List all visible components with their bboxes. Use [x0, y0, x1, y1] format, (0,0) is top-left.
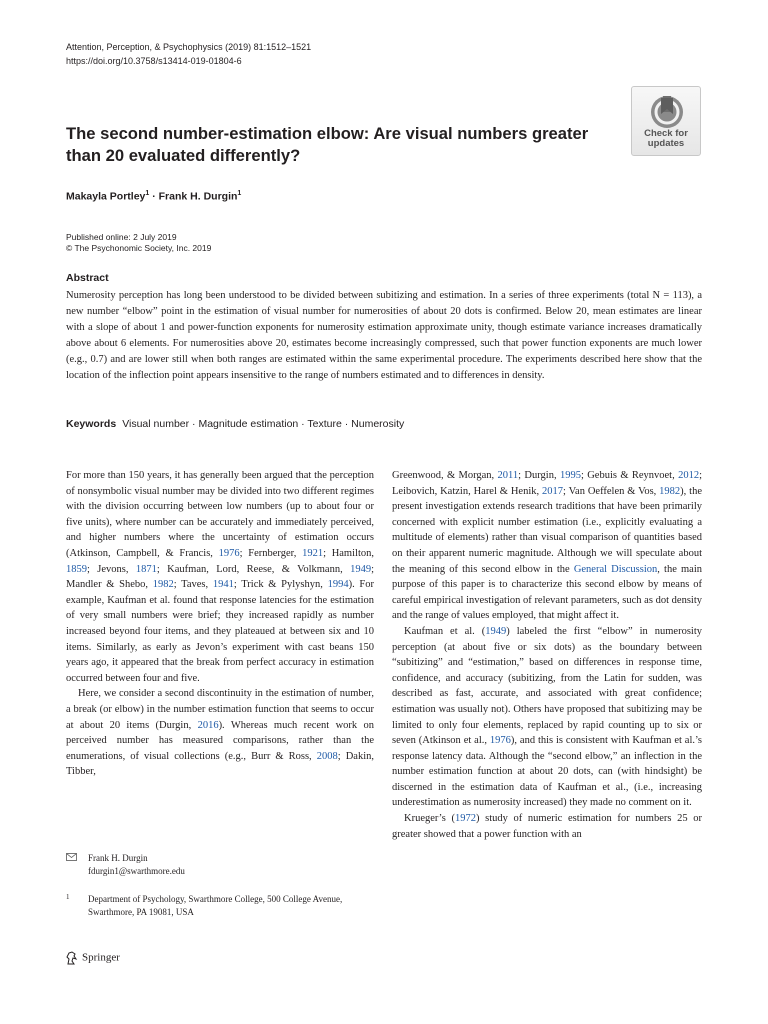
affiliation-number: 1 — [66, 893, 70, 901]
journal-reference: Attention, Perception, & Psychophysics (2019) 81:1512–1521 — [66, 42, 312, 52]
author-separator: · — [149, 190, 159, 203]
copyright-icon: © — [66, 243, 73, 253]
citation-link[interactable]: 1976 — [218, 547, 240, 559]
author-affiliation-mark[interactable]: 1 — [145, 190, 150, 197]
citation-link[interactable]: 1994 — [327, 579, 349, 591]
keywords-text: Visual number · Magnitude estimation · Texture · Numerosity — [122, 418, 405, 430]
corresponding-author-name: Frank H. Durgin — [88, 853, 148, 863]
citation-link[interactable]: 1976 — [489, 735, 511, 747]
publisher-logo — [66, 951, 120, 965]
body-paragraph: Krueger’s (1972) study of numeric estimation for numbers 25 or greater showed that a power function with an — [392, 813, 702, 840]
citation-link[interactable]: 2011 — [497, 470, 519, 481]
author-name[interactable]: Makayla Portley — [66, 190, 146, 203]
citation-link[interactable]: 1871 — [135, 563, 157, 575]
body-paragraph: Here, we consider a second discontinuity in the estimation of number, a break (or elbow) in the number estimation function that seems to occur at about 20 items (Durgin, 2016). Whereas much recent work on perceived number has measured comparisons, rather than the enumerations, of visual collections (e.g., Burr & Ross, 2008; Dakin, Tibber, — [66, 688, 374, 778]
springer-horse-icon — [66, 951, 78, 965]
citation-link[interactable]: 1982 — [659, 485, 681, 497]
keywords-label: Keywords — [66, 418, 117, 430]
body-column-right — [392, 468, 702, 842]
citation-link[interactable]: 1995 — [559, 470, 581, 481]
envelope-icon — [66, 852, 88, 865]
citation-link[interactable]: 1859 — [66, 563, 87, 575]
citation-link[interactable]: 2008 — [316, 750, 338, 762]
affiliation-text: Department of Psychology, Swarthmore College, 500 College Avenue, Swarthmore, PA 19081, USA — [88, 894, 343, 917]
body-column-left — [66, 468, 374, 780]
corresponding-author-footnote — [66, 852, 366, 878]
check-for-updates-label: Check for updates — [644, 128, 688, 149]
citation-link[interactable]: 1949 — [485, 625, 507, 637]
citation-link[interactable]: 2016 — [197, 719, 219, 731]
body-paragraph: For more than 150 years, it has generally been argued that the perception of nonsymbolic visual number may be divided into two different regimes with the division occurring between low numbers (up to about four or five units), where number can be accurately and immediately perceived, and higher numbers where the uncertainty of estimation occurs (Atkinson, Campbell, & Francis, 1976; Fernberger, 1921; Hamilton, 1859; Jevons, 1871; Kaufman, Lord, Reese, & Volkmann, 1949; Mandler & Shebo, 1982; Taves, 1941; Trick & Pylyshyn, 1994). For example, Kaufman et al. found that response latencies for the estimation of very small numbers were brief; they increased rapidly as number increased beyond four items, and they plateaued at between six and 10 items. Similarly, as early as Jevon’s experiment with cast beans 150 years ago, it appeared that the break from perfect accuracy in estimation occurred between four and five. — [66, 470, 375, 684]
author-list — [66, 190, 241, 203]
citation-link[interactable]: 1941 — [212, 579, 234, 591]
citation-link[interactable]: 1921 — [302, 547, 324, 559]
keywords-line — [66, 418, 404, 430]
citation-link[interactable]: 2017 — [542, 485, 563, 497]
citation-link[interactable]: 1949 — [350, 563, 372, 575]
published-date: Published online: 2 July 2019 — [66, 232, 177, 242]
publisher-name: Springer — [82, 951, 120, 964]
copyright-line — [66, 243, 211, 254]
affiliation-footnote — [66, 893, 366, 919]
abstract-heading: Abstract — [66, 272, 109, 284]
citation-link[interactable]: 1982 — [152, 579, 174, 591]
section-link[interactable]: General Discussion — [573, 563, 658, 575]
author-affiliation-mark[interactable]: 1 — [237, 190, 242, 197]
abstract-body: Numerosity perception has long been understood to be divided between subitizing and estimation. In a series of three experiments (total N = 113), a new number “elbow” point in the estimation of visual number for numerosities of about 20 dots is confirmed. Below 20, mean estimates are linear with a slope of about 1 and power-function exponents for numerosity estimation approximate unity, though estimate variance increases dramatically above about 6 elements. For numerosities above 20, estimates become increasingly compressed, such that power function exponents are much lower (e.g., 0.7) and are lower still when both ranges are estimated within the same experimental procedure. The experiments described here show that the location of the inflection point appears insensitive to the range of numbers estimated and to differences in density. — [66, 290, 702, 381]
body-paragraph: Kaufman et al. (1949) labeled the first “elbow” in numerosity perception (at about five or six dots) as the boundary between “subitizing” and “estimation,” based on differences in response time, confidence, and accuracy (subitizing, from the Latin for sudden, was described as fast, accurate, and associated with great confidence; estimation was usually not). Others have proposed that subitizing may be limited to only four elements, replaced by rapid counting up to six or seven (Atkinson et al., 1976), and this is consistent with Kaufman et al.’s response latency data. Although the “second elbow,” an inflection in the number estimation function at about 20 dots, can (with hindsight) be discerned in the estimation data of Kaufman et al., (i.e., increasing underestimation as numerosity increased) they made no comment on it. — [392, 625, 702, 809]
copyright-text: The Psychonomic Society, Inc. 2019 — [74, 243, 212, 253]
citation-link[interactable]: 1972 — [454, 813, 476, 825]
crossmark-icon — [649, 94, 685, 130]
citation-link[interactable]: 2012 — [678, 470, 700, 481]
check-for-updates-badge[interactable] — [631, 86, 701, 156]
author-name[interactable]: Frank H. Durgin — [158, 190, 238, 203]
corresponding-author-email[interactable]: fdurgin1@swarthmore.edu — [88, 866, 185, 876]
body-paragraph: Greenwood, & Morgan, 2011; Durgin, 1995; Gebuis & Reynvoet, 2012; Leibovich, Katzin, Harel & Henik, 2017; Van Oeffelen & Vos, 1982), the present investigation extends research traditions that have been primarily concerned with explicit number estimation (i.e., explicitly evaluating a multitude of elements) rather than visual comparison of quantities based on their apparent numeric magnitude. Although we will speculate about the meaning of this second elbow in the General Discussion, the main purpose of this paper is to characterize this second elbow by means of careful empirical investigation of relevant parameters, such as dot density and the range of values employed, that might affect it. — [392, 470, 703, 622]
article-title: The second number-estimation elbow: Are visual numbers greater than 20 evaluated differently? — [66, 124, 589, 165]
doi-link[interactable]: https://doi.org/10.3758/s13414-019-01804-6 — [66, 56, 242, 66]
